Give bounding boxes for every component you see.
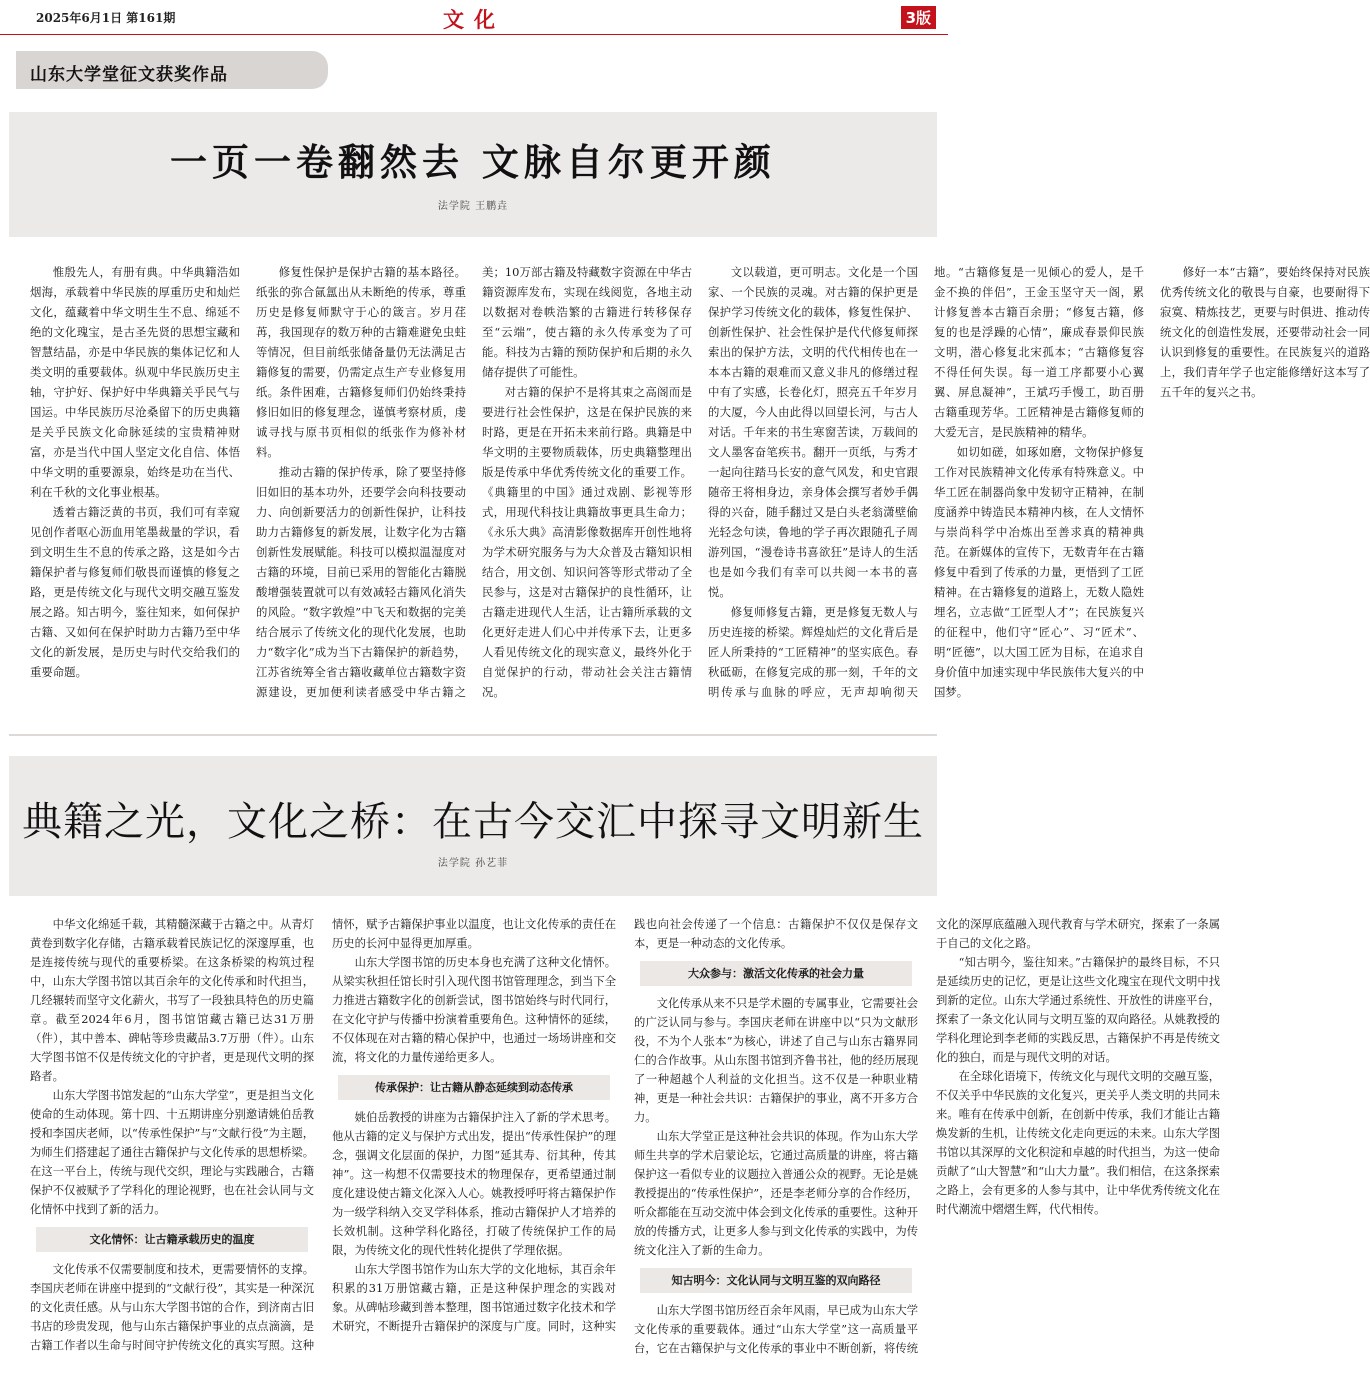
- paragraph: 山东大学图书馆历经百余年风雨，早已成为山东大学文化传承的重要载体。通过“山东大学堂”这一高质量平台，它在古籍保护与文化传承的事业中不断创新，将传统文化的深厚底蕴融入现代教育与学术研究，探索了一条属于自己的文化之路。: [634, 918, 1220, 1355]
- paragraph: 山东大学图书馆作为山东大学的文化地标，其百余年积累的31万册馆藏古籍，正是这种保护理念的实践对象。从碑帖珍藏到善本整理，图书馆通过数字化技术和学术研究，不断提升古籍保护的深度与广度。同时，这种实践也向社会传递了一个信息：古籍保护不仅仅是保存文本，更是一种动态的文化传承。: [332, 918, 918, 1333]
- paragraph: 中华文化绵延千载，其精髓深藏于古籍之中。从青灯黄卷到数字化存储，古籍承载着民族记忆的深邃厚重，也是连接传统与现代的重要桥梁。在这条桥梁的构筑过程中，山东大学图书馆以其百余年的文化传承和时代担当，几经辗转而坚守文化薪火，书写了一段独具特色的历史篇章。截至2024年6月，图书馆馆藏古籍已达31万册（件），其中善本、碑帖等珍贵藏品3.7万册（件）。山东大学图书馆不仅是传统文化的守护者，更是现代文明的探路者。: [30, 918, 314, 1083]
- article1-title: 一页一卷翻然去 文脉自尔更开颜: [170, 140, 776, 184]
- article2-byline: 法学院 孙艺菲: [437, 858, 509, 869]
- paragraph: 山东大学图书馆发起的“山东大学堂”，更是担当文化使命的生动体现。第十四、十五期讲座分别邀请姚伯岳教授和李国庆老师，以“传承性保护”与“文献行役”为主题，为师生们搭建起了通往古籍保护与文化传承的思想桥梁。在这一平台上，传统与现代交织，理论与实践融合，古籍保护不仅被赋予了学科化的理论视野，也在社会认同与文化情怀中找到了新的活力。: [30, 1089, 314, 1216]
- section-heading: 知古明今：文化认同与文明互鉴的双向路径: [640, 1268, 912, 1293]
- paragraph: 修复性保护是保护古籍的基本路径。纸张的弥合氤氲出从未断绝的传承，尊重历史是修复师默守于心的箴言。岁月荏苒，我国现存的数万种的古籍难避免虫蛀等情况，但目前纸张储备量仍无法满足古籍修复的需要，仍需定点生产专业修复用纸。条件困难，古籍修复师们仍始终秉持修旧如旧的修复理念，谨慎考察材质，虔诚寻找与原书页相似的纸张作为修补材料。: [256, 265, 466, 459]
- section-heading: 大众参与：激活文化传承的社会力量: [640, 961, 912, 986]
- page-number: 3版: [901, 6, 936, 29]
- paragraph: 透着古籍泛黄的书页，我们可有幸窥见创作者呕心沥血用笔墨裁量的学识，看到文明生生不息的传承之路，这是如今古籍保护者与修复师们敬畏而谨慎的修复之路，更是传统文化与现代文明交融互鉴发展之路。知古明今，鉴往知来，如何保护古籍、又如何在保护时助力古籍乃至中华文化的新发展，是历史与时代交给我们的重要命题。: [30, 505, 240, 679]
- masthead: [0, 0, 948, 35]
- paragraph: 在全球化语境下，传统文化与现代文明的交融互鉴，不仅关乎中华民族的文化复兴，更关乎人类文明的共同未来。唯有在传承中创新，在创新中传承，我们才能让古籍焕发新的生机，让传统文化走向更远的未来。山东大学图书馆以其深厚的文化积淀和卓越的时代担当，为这一使命贡献了“山大智慧”和“山大力量”。我们相信，在这条探索之路上，会有更多的人参与其中，让中华优秀传统文化在时代潮流中熠熠生辉，代代相传。: [936, 1070, 1220, 1216]
- paragraph: 山东大学图书馆的历史本身也充满了这种文化情怀。从梁实秋担任馆长时引入现代图书馆管理理念，到当下全力推进古籍数字化的创新尝试，图书馆始终与时代同行，在文化守护与传播中扮演着重要角色。这种情怀的延续，不仅体现在对古籍的精心保护中，也通过一场场讲座和交流，将文化的力量传递给更多人。: [332, 956, 616, 1064]
- paragraph: 文以载道，更可明志。文化是一个国家、一个民族的灵魂。对古籍的保护更是保护学习传统文化的载体，修复性保护、创新性保护、社会性保护是代代修复师探索出的保护方法，文明的代代相传也在一本本古籍的艰难而又意义非凡的修缮过程中有了实感，长卷化灯，照亮五千年岁月的大厦，今人由此得以回望长河，与古人对话。千年来的书生寒窗苦读，万载间的文人墨客奋笔疾书。翻开一页纸，与秀才一起向往踏马长安的意气风发，和史官跟随帝王将相身边，亲身体会撰写者妙手偶得的兴奋，随手翻过又是白头老翁潇壁偷光轻念句读，鲁地的学子再次跟随孔子周游列国，“漫卷诗书喜欲狂”是诗人的生活也是如今我们有幸可以共阅一本书的喜悦。: [708, 265, 918, 599]
- paragraph: 对古籍的保护不是将其束之高阁而是要进行社会性保护，这是在保护民族的来时路，更是在开拓未来前行路。典籍是中华文明的主要物质载体，历史典籍整理出版是传承中华优秀传统文化的重要工作。《典籍里的中国》通过戏剧、影视等形式，用现代科技让典籍故事更具生命力；《永乐大典》高清影像数据库开创性地将为学术研究服务与为大众普及古籍知识相结合，用文创、知识问答等形式带动了全民参与，这是对古籍保护的良性循环，让古籍走进现代人生活，让古籍所承载的文化更好走进人们心中并传承下去，让更多人看见传统文化的现实意义，最终外化于自觉保护的行动，带动社会关注古籍情况。: [482, 385, 692, 699]
- issue-date: 2025年6月1日 第161期: [36, 11, 176, 25]
- article2-title: 典籍之光，文化之桥：在古今交汇中探寻文明新生: [22, 799, 924, 845]
- paragraph: 如切如磋，如琢如磨，文物保护修复工作对民族精神文化传承有特殊意义。中华工匠在制器尚象中发韧守正精神，在制度涵养中铸造民本精神内核，在人文情怀与崇尚科学中冶炼出至善求真的精神典范。在新媒体的宣传下，无数青年在古籍修复中看到了传承的力量，更悟到了工匠精神。在古籍修复的道路上，无数人隐姓埋名，立志做“工匠型人才”；在民族复兴的征程中，他们守“匠心”、习“匠术”、明“匠德”，以大国工匠为目标，在追求自身价值中加速实现中华民族伟大复兴的中国梦。: [934, 445, 1144, 699]
- paragraph: 山东大学堂正是这种社会共识的体现。作为山东大学师生共享的学术启蒙论坛，它通过高质量的讲座，将古籍保护这一看似专业的议题拉入普通公众的视野。无论是姚教授提出的“传承性保护”，还是李老师分享的合作经历，听众都能在互动交流中体会到文化传承的重要性。这种开放的传播方式，让更多人参与到文化传承的实践中，为传统文化注入了新的生命力。: [634, 1130, 918, 1257]
- article1-header: [9, 112, 937, 237]
- paragraph: 修复师修复古籍，更是修复无数人与历史连接的桥梁。辉煌灿烂的文化背后是匠人所秉持的“工匠精神”的坚实底色。春秋砥砺，在修复完成的那一刻，千年的文明传承与血脉的呼应，无声却响彻天地。“古籍修复是一见倾心的爱人，是千金不换的伴侣”，王金玉坚守天一阁，累计修复善本古籍百余册；“修复古籍，修复的也是浮躁的心情”，廉成春景仰民族文明，潜心修复北宋孤本；“古籍修复容不得任何失误。每一道工序都要小心翼翼、屏息凝神”，王斌巧手慢工，助百册古籍重现芳华。工匠精神是古籍修复师的大爱无言，是民族精神的精华。: [708, 265, 1144, 699]
- paragraph: 推动古籍的保护传承，除了要坚持修旧如旧的基本功外，还要学会向科技要动力、向创新要活力的创新性保护，让科技助力古籍修复的新发展，让数字化为古籍创新性发展赋能。科技可以模拟温湿度对古籍的环境，目前已采用的智能化古籍脱酸增强装置就可以有效减轻古籍风化消失的风险。“数字敦煌”中飞天和数据的完美结合展示了传统文化的现代化发展，也助力“数字化”成为当下古籍保护的新趋势，江苏省统筹全省古籍收藏单位古籍数字资源建设，更加便利读者感受中华古籍之美；10万部古籍及特藏数字资源在中华古籍资源库发布，实现在线阅览，各地主动以数据对卷帙浩繁的古籍进行转移保存至“云端”，使古籍的永久传承变为了可能。科技为古籍的预防保护和后期的永久储存提供了可能性。: [256, 265, 692, 699]
- section-heading: 文化情怀：让古籍承载历史的温度: [36, 1227, 308, 1252]
- banner-label: 山东大学堂征文获奖作品: [30, 65, 228, 85]
- article1-byline: 法学院 王鹏垚: [437, 201, 509, 212]
- paragraph: 姚伯岳教授的讲座为古籍保护注入了新的学术思考。他从古籍的定义与保护方式出发，提出“传承性保护”的理念，强调文化层面的保护，力图“延其寿、衍其种，传其神”。这一构想不仅需要技术的物理保存，更希望通过制度化建设使古籍文化深入人心。姚教授呼吁将古籍保护作为一级学科纳入交叉学科体系，推动古籍保护人才培养的长效机制。这种学科化路径，打破了传统保护工作的局限，为传统文化的现代性转化提供了学理依据。: [332, 1111, 616, 1257]
- paragraph: “知古明今，鉴往知来。”古籍保护的最终目标，不只是延续历史的记忆，更是让这些文化瑰宝在现代文明中找到新的定位。山东大学通过系统性、开放性的讲座平台，探索了一条文化认同与文明互鉴的双向路径。从姚教授的学科化理论到李老师的实践反思，古籍保护不再是传统文化的独白，而是与现代文明的对话。: [936, 956, 1220, 1064]
- article2-body: [30, 915, 1220, 1367]
- article2-header: [9, 756, 937, 896]
- paragraph: 修好一本“古籍”，要始终保持对民族优秀传统文化的敬畏与自豪，也要耐得下寂寞、精炼技艺，更要与时俱进、推动传统文化的创造性发展，还要带动社会一同认识到修复的重要性。在民族复兴的道路上，我们青年学子也定能修缮好这本写了五千年的复兴之书。: [1160, 265, 1370, 399]
- section-heading: 传承保护：让古籍从静态延续到动态传承: [338, 1075, 610, 1100]
- section-title: 文化: [443, 8, 505, 32]
- article-divider: [9, 734, 937, 736]
- article1-body: [30, 262, 1370, 704]
- paragraph: 文化传承从来不只是学术圈的专属事业，它需要社会的广泛认同与参与。李国庆老师在讲座中以“只为文献形役，不为个人张本”为核心，讲述了自己与山东古籍界同仁的合作故事。从山东图书馆到齐鲁书社，他的经历展现了一种超越个人利益的文化担当。这不仅是一种职业精神，更是一种社会共识：古籍保护的事业，离不开多方合力。: [634, 997, 918, 1124]
- paragraph: 惟殷先人，有册有典。中华典籍浩如烟海，承载着中华民族的厚重历史和灿烂文化，蕴藏着中华文明生生不息、绵延不绝的文化瑰宝，是古圣先贤的思想宝藏和智慧结晶，亦是中华民族的集体记忆和人类文明的重要载体。纵观中华民族历史主轴，守护好、保护好中华典籍关乎民气与国运。中华民族历尽沧桑留下的历史典籍是关乎民族文化命脉延续的宝贵精神财富，亦是当代中国人坚定文化自信、体悟中华文明的重要源泉，始终是功在当代、利在千秋的文化事业根基。: [30, 265, 240, 499]
- feature-banner: [16, 51, 328, 89]
- paragraph: 文化传承不仅需要制度和技术，更需要情怀的支撑。李国庆老师在讲座中提到的“文献行役”，其实是一种深沉的文化责任感。从与山东大学图书馆的合作，到济南古旧书店的珍贵发现，他与山东古籍保护事业的点点滴滴，是古籍工作者以生命与时间守护传统文化的真实写照。这种情怀，赋予古籍保护事业以温度，也让文化传承的责任在历史的长河中显得更加厚重。: [30, 918, 616, 1352]
